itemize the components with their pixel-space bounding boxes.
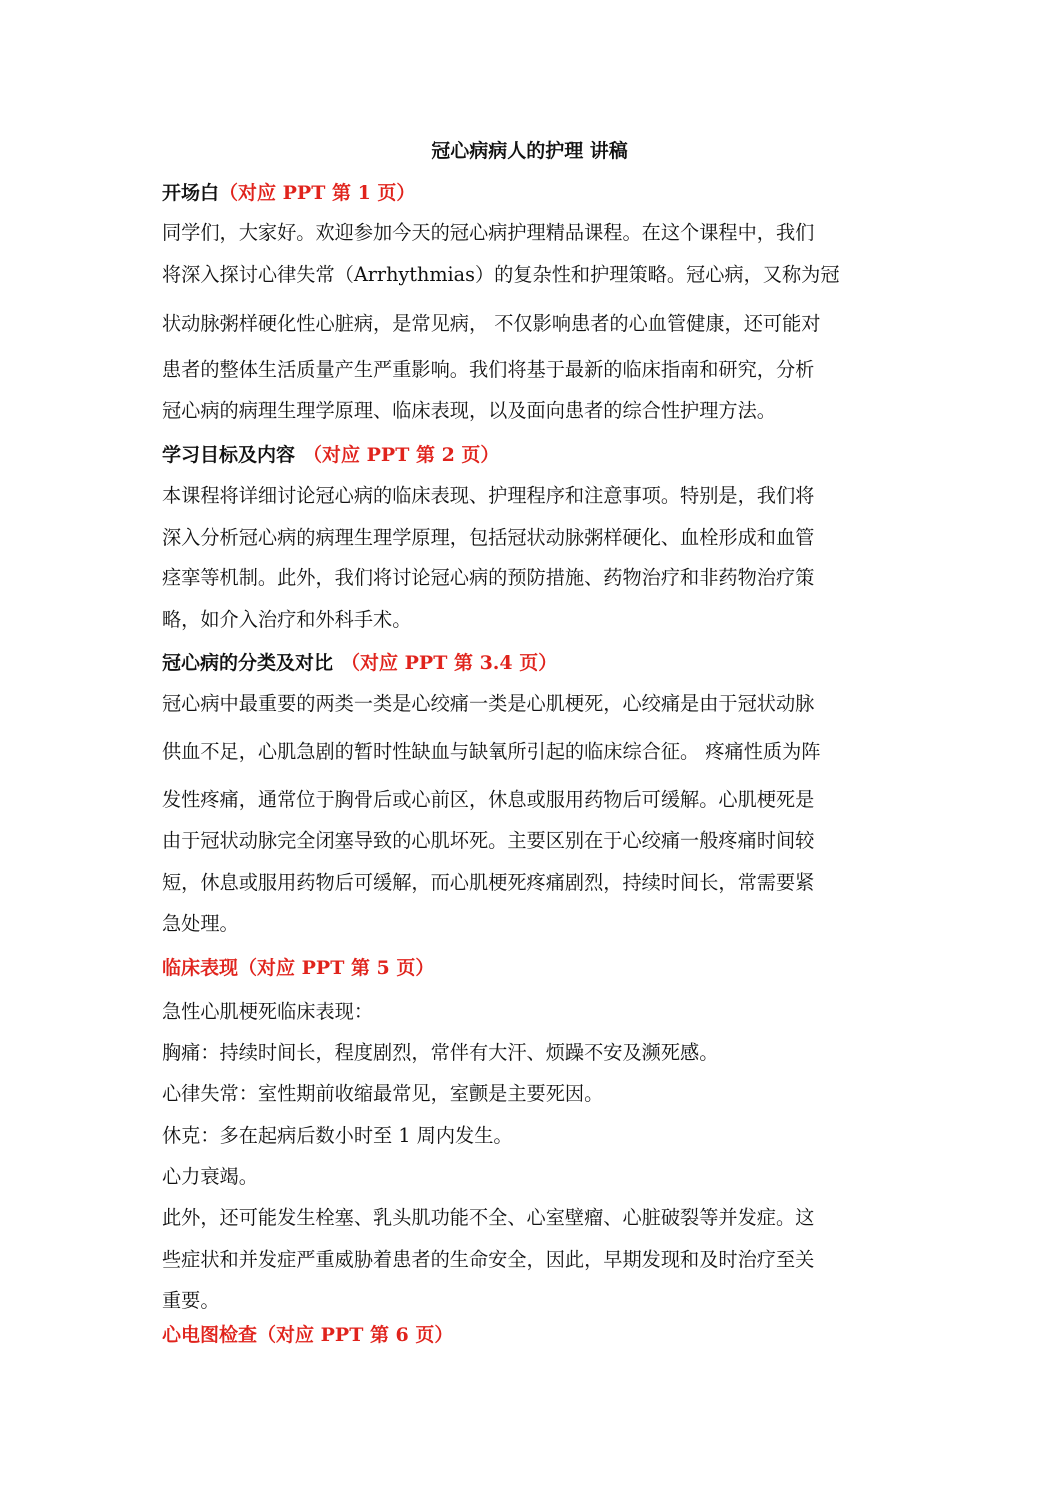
paragraph-line: 重要。 <box>162 1289 220 1312</box>
paragraph-line: 急性心肌梗死临床表现： <box>162 1000 374 1023</box>
section-heading-objectives <box>162 441 499 469</box>
paragraph-line: 状动脉粥样硬化性心脏病，是常见病， 不仅影响患者的心血管健康，还可能对 <box>162 312 821 335</box>
paragraph-line: 供血不足，心肌急剧的暂时性缺血与缺氧所引起的临床综合征。 疼痛性质为阵 <box>162 740 821 763</box>
paragraph-line: 心律失常：室性期前收缩最常见，室颤是主要死因。 <box>162 1082 604 1105</box>
section-heading-classification <box>162 649 557 677</box>
paragraph-line: 同学们，大家好。欢迎参加今天的冠心病护理精品课程。在这个课程中，我们 <box>162 221 815 244</box>
paragraph-line: 本课程将详细讨论冠心病的临床表现、护理程序和注意事项。特别是，我们将 <box>162 484 815 507</box>
paragraph-line: 由于冠状动脉完全闭塞导致的心肌坏死。主要区别在于心绞痛一般疼痛时间较 <box>162 829 815 852</box>
paragraph-line: 深入分析冠心病的病理生理学原理，包括冠状动脉粥样硬化、血栓形成和血管 <box>162 526 815 549</box>
ppt-reference: （对应 PPT 第 3.4 页） <box>341 652 558 674</box>
paragraph-line: 发性疼痛，通常位于胸骨后或心前区，休息或服用药物后可缓解。心肌梗死是 <box>162 788 815 811</box>
paragraph-line: 将深入探讨心律失常（Arrhythmias）的复杂性和护理策略。冠心病，又称为冠 <box>162 263 840 286</box>
heading-text: 学习目标及内容 <box>162 444 296 466</box>
ppt-reference: （对应 PPT 第 2 页） <box>303 444 500 466</box>
paragraph-line: 心力衰竭。 <box>162 1165 258 1188</box>
paragraph-line: 短，休息或服用药物后可缓解，而心肌梗死疼痛剧烈，持续时间长，常需要紧 <box>162 871 815 894</box>
paragraph-line: 患者的整体生活质量产生严重影响。我们将基于最新的临床指南和研究，分析 <box>162 358 815 381</box>
paragraph-line: 胸痛：持续时间长，程度剧烈，常伴有大汗、烦躁不安及濒死感。 <box>162 1041 719 1064</box>
section-heading-ecg: 心电图检查（对应 PPT 第 6 页） <box>162 1324 454 1346</box>
heading-text: 开场白 <box>162 182 220 204</box>
document-title: 冠心病病人的护理 讲稿 <box>431 140 628 162</box>
section-heading-opening <box>162 179 415 207</box>
paragraph-line: 略，如介入治疗和外科手术。 <box>162 608 412 631</box>
paragraph-line: 此外，还可能发生栓塞、乳头肌功能不全、心室壁瘤、心脏破裂等并发症。这 <box>162 1206 815 1229</box>
ppt-reference: （对应 PPT 第 1 页） <box>219 182 416 204</box>
paragraph-line: 痉挛等机制。此外，我们将讨论冠心病的预防措施、药物治疗和非药物治疗策 <box>162 566 815 589</box>
paragraph-line: 急处理。 <box>162 912 239 935</box>
paragraph-line: 冠心病的病理生理学原理、临床表现，以及面向患者的综合性护理方法。 <box>162 399 776 422</box>
paragraph-line: 些症状和并发症严重威胁着患者的生命安全，因此，早期发现和及时治疗至关 <box>162 1248 815 1271</box>
paragraph-line: 休克：多在起病后数小时至 1 周内发生。 <box>162 1124 513 1147</box>
section-heading-clinical: 临床表现（对应 PPT 第 5 页） <box>162 957 435 979</box>
paragraph-line: 冠心病中最重要的两类一类是心绞痛一类是心肌梗死，心绞痛是由于冠状动脉 <box>162 692 815 715</box>
heading-text: 冠心病的分类及对比 <box>162 652 334 674</box>
